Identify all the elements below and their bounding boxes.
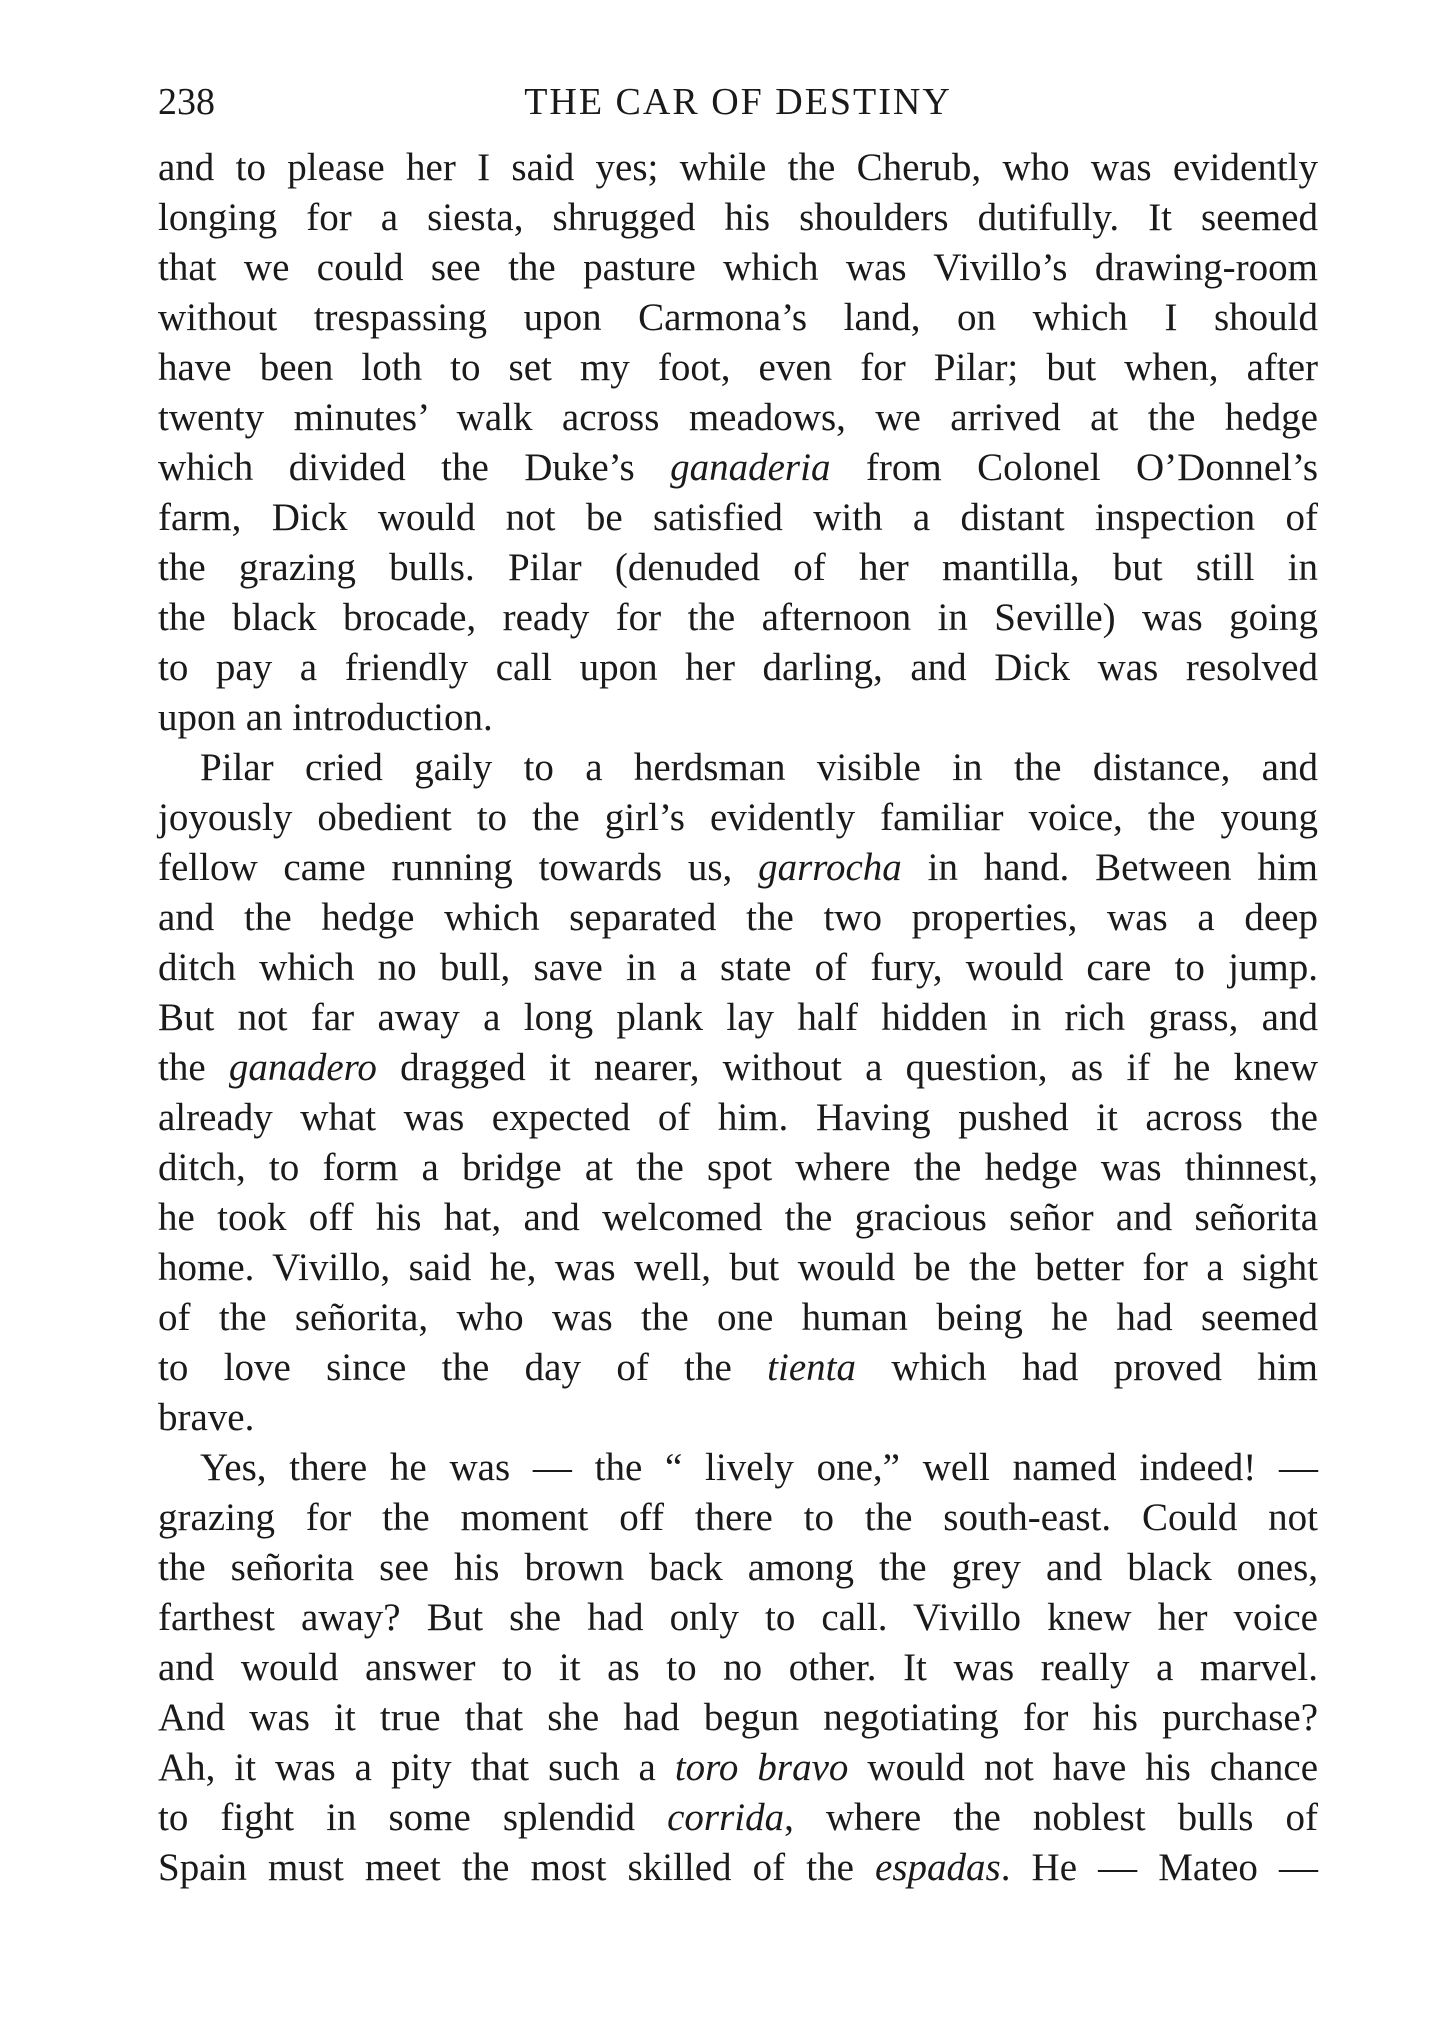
text-segment: without trespassing upon Carmona’s land, on which I should	[158, 296, 1318, 339]
text-line	[158, 593, 1318, 643]
text-segment: and would answer to it as to no other. It was really a marvel.	[158, 1646, 1318, 1689]
text-line	[158, 1643, 1318, 1693]
italic-term: ganaderia	[670, 446, 831, 489]
page-number: 238	[158, 81, 215, 123]
text-segment: to pay a friendly call upon her darling, and Dick was resolved	[158, 646, 1318, 689]
text-segment: the grazing bulls. Pilar (denuded of her mantilla, but still in	[158, 546, 1318, 589]
running-head	[158, 74, 1318, 130]
text-segment: brave.	[158, 1396, 255, 1439]
text-segment: have been loth to set my foot, even for Pilar; but when, after	[158, 346, 1318, 389]
text-segment: grazing for the moment off there to the south-east. Could not	[158, 1496, 1318, 1539]
text-segment: , where the noblest bulls of	[784, 1796, 1318, 1839]
italic-term: toro bravo	[674, 1746, 849, 1789]
text-segment: that we could see the pasture which was Vivillo’s drawing-room	[158, 246, 1318, 289]
text-line	[158, 443, 1318, 493]
text-line	[158, 693, 1318, 743]
text-segment: to love since the day of the	[158, 1346, 768, 1389]
text-line	[158, 893, 1318, 943]
text-line	[158, 1493, 1318, 1543]
text-line	[158, 1443, 1318, 1493]
text-segment: and the hedge which separated the two properties, was a deep	[158, 896, 1318, 939]
text-line	[158, 843, 1318, 893]
text-segment: of the señorita, who was the one human being he had seemed	[158, 1296, 1318, 1339]
body-text	[158, 143, 1318, 1893]
text-segment: longing for a siesta, shrugged his shoulders dutifully. It seemed	[158, 196, 1318, 239]
text-line	[158, 293, 1318, 343]
text-segment: would not have his chance	[848, 1746, 1318, 1789]
text-line	[158, 1043, 1318, 1093]
text-segment: dragged it nearer, without a question, as if he knew	[376, 1046, 1318, 1089]
text-segment: to fight in some splendid	[158, 1796, 668, 1839]
running-title: THE CAR OF DESTINY	[524, 81, 952, 123]
text-segment: Pilar cried gaily to a herdsman visible in the distance, and	[200, 746, 1318, 789]
text-line	[158, 493, 1318, 543]
italic-term: tienta	[767, 1346, 856, 1389]
italic-term: corrida	[667, 1796, 785, 1839]
text-line	[158, 1293, 1318, 1343]
text-segment: from Colonel O’Donnel’s	[830, 446, 1318, 489]
text-line	[158, 393, 1318, 443]
italic-term: espadas	[875, 1846, 1001, 1889]
text-segment: upon an introduction.	[158, 696, 493, 739]
text-segment: he took off his hat, and welcomed the gracious señor and señorita	[158, 1196, 1318, 1239]
text-segment: But not far away a long plank lay half hidden in rich grass, and	[158, 996, 1318, 1039]
text-segment: joyously obedient to the girl’s evidently familiar voice, the young	[158, 796, 1318, 839]
text-line	[158, 943, 1318, 993]
text-segment: ditch, to form a bridge at the spot where the hedge was thinnest,	[158, 1146, 1318, 1189]
text-line	[158, 243, 1318, 293]
text-line	[158, 1093, 1318, 1143]
text-line	[158, 993, 1318, 1043]
text-segment: which had proved him	[856, 1346, 1318, 1389]
italic-term: ganadero	[228, 1046, 377, 1089]
italic-term: garrocha	[758, 846, 902, 889]
text-segment: which divided the Duke’s	[158, 446, 671, 489]
text-segment: already what was expected of him. Having pushed it across the	[158, 1096, 1318, 1139]
text-line	[158, 343, 1318, 393]
text-segment: the black brocade, ready for the afternoon in Seville) was going	[158, 596, 1318, 639]
text-line	[158, 1193, 1318, 1243]
text-line	[158, 793, 1318, 843]
text-segment: ditch which no bull, save in a state of fury, would care to jump.	[158, 946, 1318, 989]
text-segment: in hand. Between him	[901, 846, 1318, 889]
text-line	[158, 1343, 1318, 1393]
text-segment: the señorita see his brown back among the grey and black ones,	[158, 1546, 1318, 1589]
text-line	[158, 1593, 1318, 1643]
text-line	[158, 1693, 1318, 1743]
text-line	[158, 1843, 1318, 1893]
text-line	[158, 1243, 1318, 1293]
text-line	[158, 1143, 1318, 1193]
text-line	[158, 1393, 1318, 1443]
text-line	[158, 743, 1318, 793]
text-segment: farthest away? But she had only to call. Vivillo knew her voice	[158, 1596, 1318, 1639]
text-segment: And was it true that she had begun negotiating for his purchase?	[158, 1696, 1318, 1739]
text-line	[158, 143, 1318, 193]
text-line	[158, 643, 1318, 693]
text-segment: home. Vivillo, said he, was well, but would be the better for a sight	[158, 1246, 1318, 1289]
text-line	[158, 193, 1318, 243]
text-segment: twenty minutes’ walk across meadows, we arrived at the hedge	[158, 396, 1318, 439]
text-line	[158, 1793, 1318, 1843]
text-segment: farm, Dick would not be satisfied with a distant inspection of	[158, 496, 1318, 539]
text-segment: Ah, it was a pity that such a	[158, 1746, 675, 1789]
text-segment: the	[158, 1046, 229, 1089]
text-line	[158, 1743, 1318, 1793]
text-segment: and to please her I said yes; while the Cherub, who was evidently	[158, 146, 1318, 189]
text-line	[158, 1543, 1318, 1593]
text-segment: . He — Mateo —	[1000, 1846, 1318, 1889]
text-segment: fellow came running towards us,	[158, 846, 759, 889]
text-line	[158, 543, 1318, 593]
text-segment: Yes, there he was — the “ lively one,” well named indeed! —	[200, 1446, 1318, 1489]
text-segment: Spain must meet the most skilled of the	[158, 1846, 876, 1889]
